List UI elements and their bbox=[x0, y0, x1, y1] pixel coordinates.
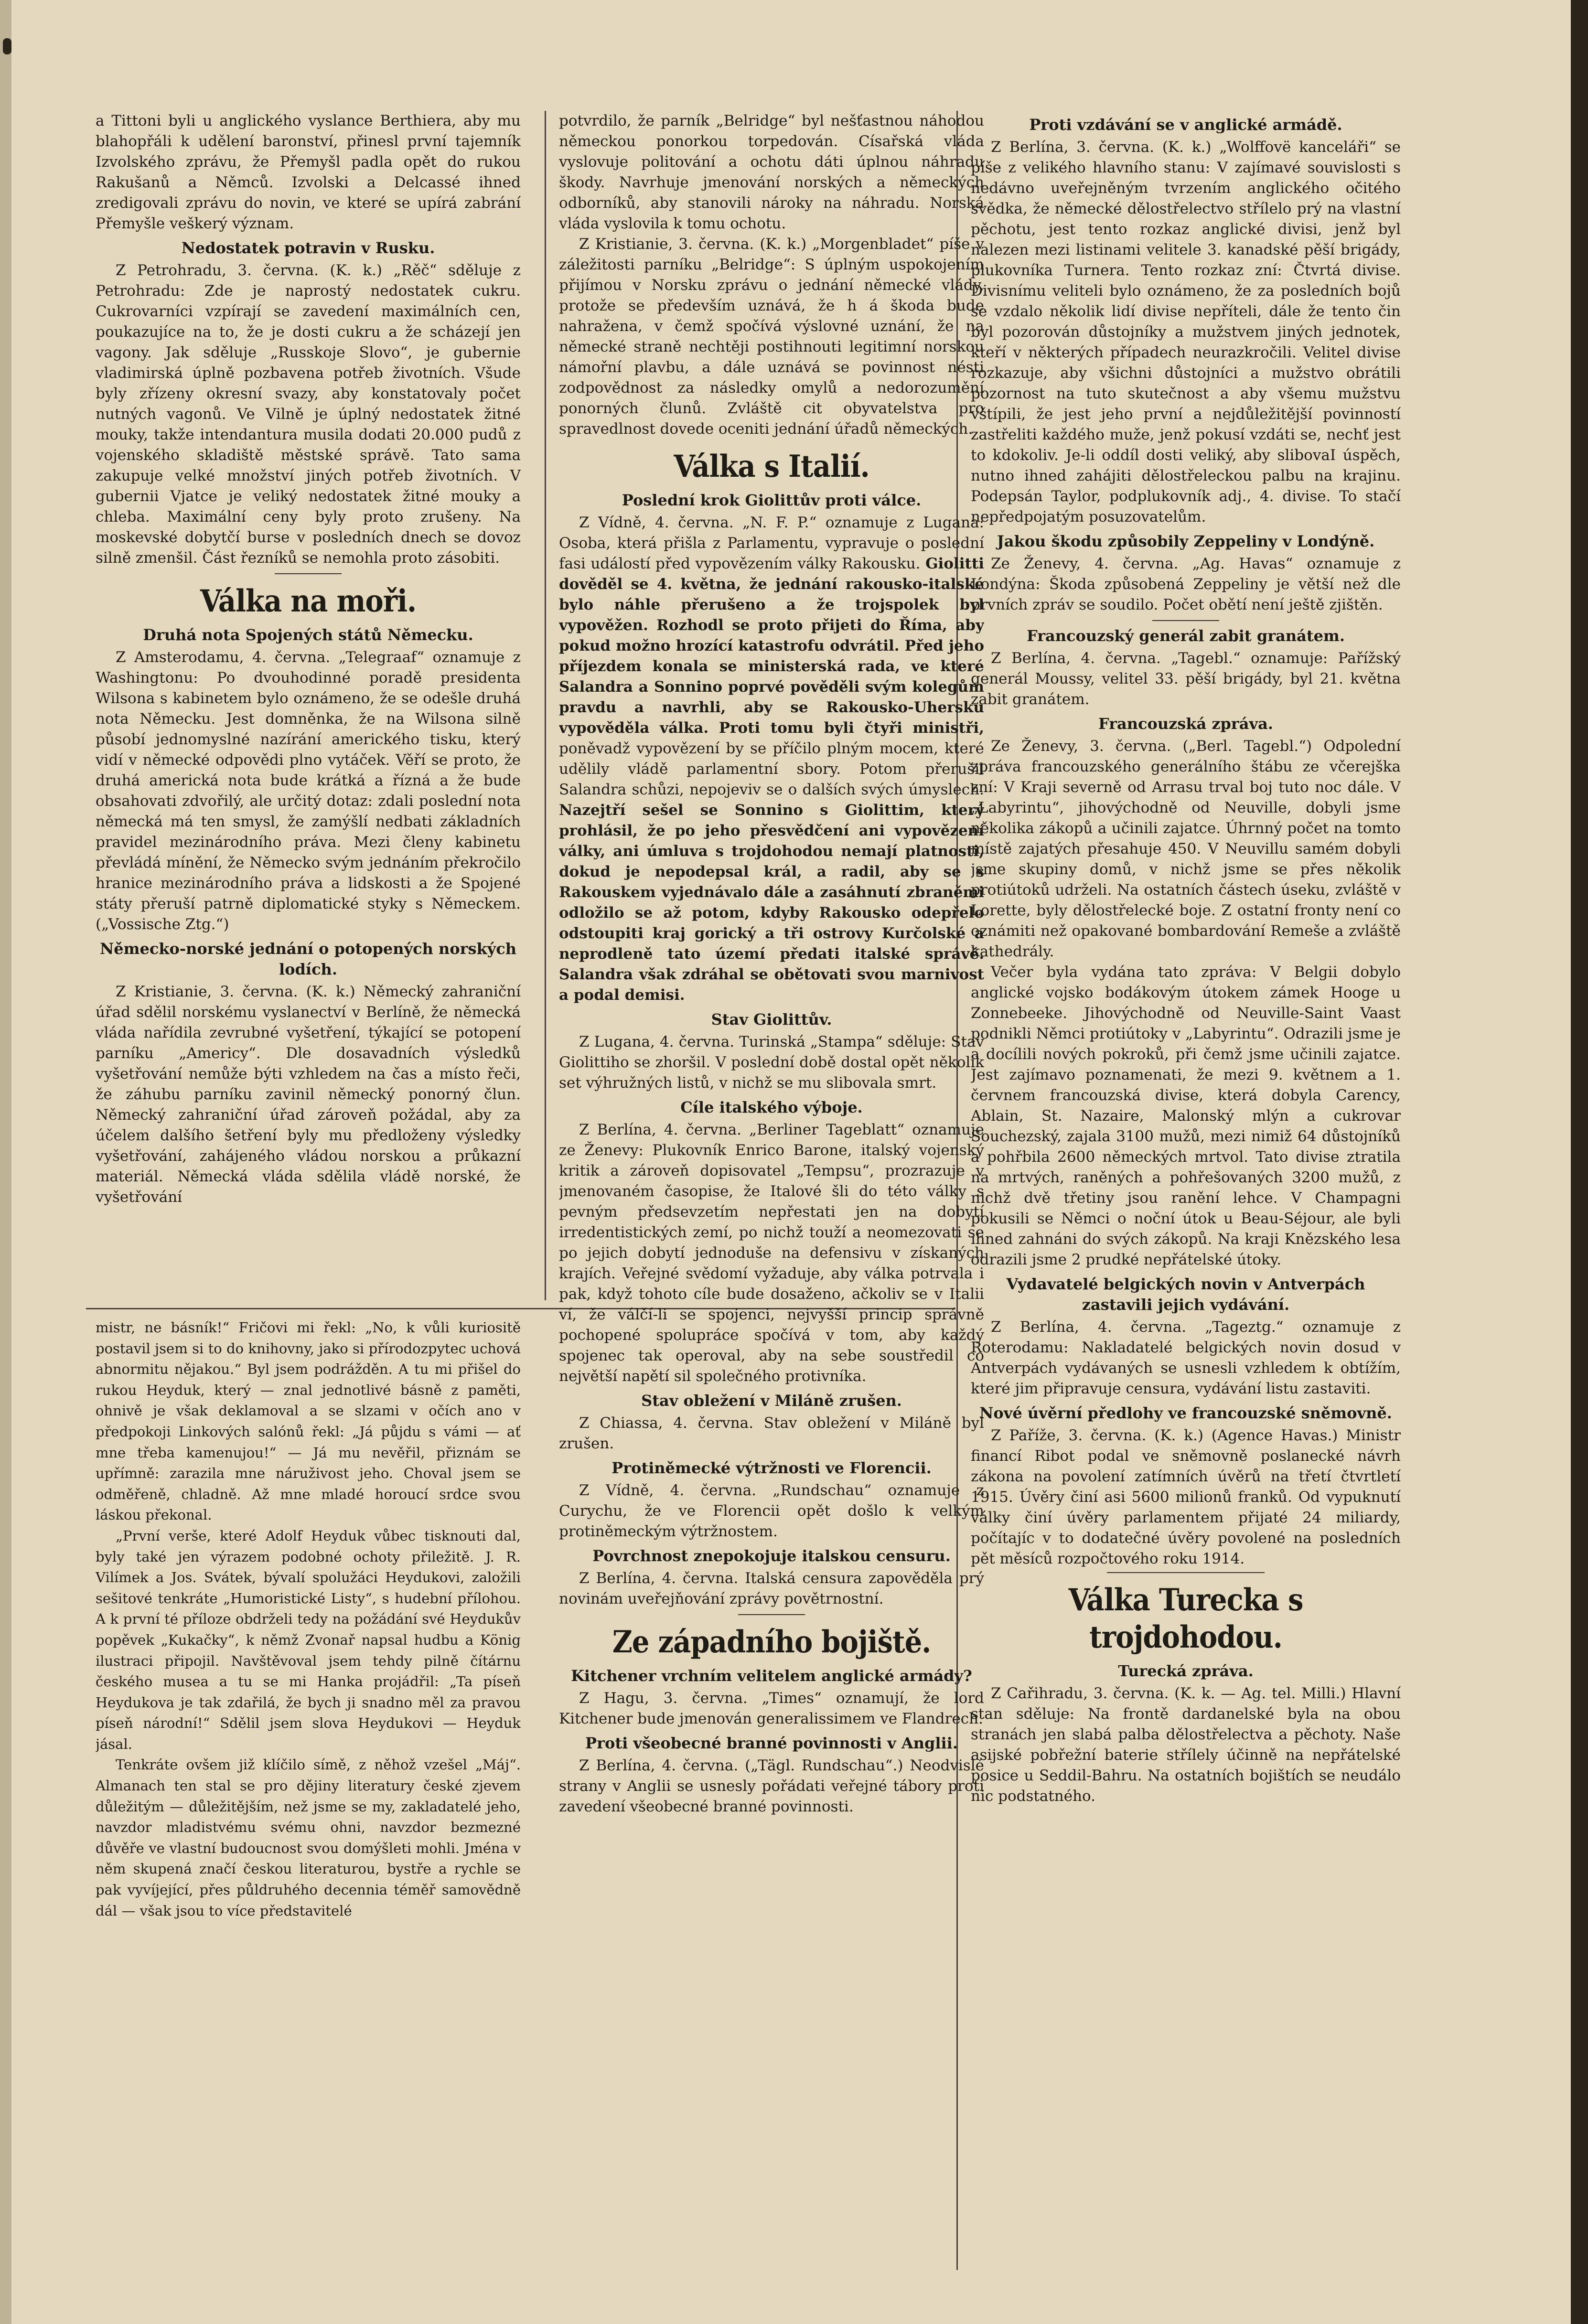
article-heading: Jakou škodu způsobily Zeppeliny v Londýně. bbox=[997, 532, 1375, 550]
article-heading: Francouzská zpráva. bbox=[1098, 715, 1273, 733]
article-text: Z Berlína, 3. června. (K. k.) „Wolffovë kanceláři“ se píše z velikého hlavního stanu: V zajímavé souvislosti s nedávno uveřejněným tvrzením anglického očitého svědka, že německé dělostřelectvo střílelo prý na vlastní pěchotu, jest tento rozkaz anglické divisi, jenž byl nalezen mezi listinami velitele 3. kanadské pěší brigády, plukovníka Turnera. Tento rozkaz zní: Čtvrtá divise. Divisnímu veliteli bylo oznámeno, že za posledních bojů se vzdalo několik lidí divise nepříteli, dále že tento čin byl pozorován důstojníky a mužstvem jiných jednotek, kteří v některých případech neurazkročili. Velitel divise rozkazuje, aby všichni důstojníci a mužstvo obrátili pozornost na tuto skutečnost a aby všemu mužstvu vštípili, že jest jeho první a nejdůležitější povinností zastřeliti každého muže, jenž pokusí vzdáti se, nechť jest to kdokoliv. Je-li oddíl dosti veliký, aby slibovaI úspěch, nutno ihned zahájiti dělostřeleckou palbu na krajinu. Podepsán Taylor, podplukovník adj., 4. divise. To stačí nepředpojatým posuzovatelům. bbox=[971, 139, 1401, 525]
article-text: Z Berlína, 4. června. „Tagebl.“ oznamuje: Pařížský generál Moussy, velitel 33. pěší brigády, byl 21. května zabit granátem. bbox=[971, 650, 1401, 708]
binding-hole bbox=[3, 38, 11, 54]
article-text: Z Berlína, 4. června. („Tägl. Rundschau“.) Neodvislé strany v Anglii se usnesly pořádati veřejné tábory proti zavedení všeobecné branné povinnosti. bbox=[559, 1757, 984, 1815]
article-text: Ze Ženevy, 4. června. „Ag. Havas“ oznamuje z Londýna: Škoda způsobená Zeppeliny je větší než dle prvních zpráv se soudilo. Počet obětí není ještě zjištěn. bbox=[971, 555, 1401, 613]
article-heading: Proti všeobecné branné povinnosti v Anglii. bbox=[585, 1734, 958, 1752]
article-text: Z Berlína, 4. června. „Tageztg.“ oznamuje z Roterodamu: Nakladatelé belgických novin dosud v Antverpách vydávaných se usnesli vzhledem k obtížím, které jim připravuje censura, vydávání listu zastaviti. bbox=[971, 1318, 1401, 1397]
feuilleton-text: „První verše, které Adolf Heyduk vůbec tisknouti dal, byly také jen výrazem podobné ochoty přiležitě. J. R. Vilímek a Jos. Svátek, bývalí spolužáci Heydukovi, založili sešitové tenkráte „Humoristické Listy“, s hudební přílohou. A k první té příloze obdrželi tedy na požádání své Heydukův popěvek „Kukačky“, k němž Zvonař napsal hudbu a König ilustraci připojil. Navštěvoval jsem tehdy pilně čítárnu českého musea a tu se mi Hanka projádřil: „Ta píseň Heydukova je tak zdařilá, že bych ji snadno měl za pravou píseň národní!“ Sdělil jsem slova Heydukovi — Heyduk jásal. bbox=[96, 1527, 521, 1752]
article-text: Z Vídně, 4. června. „Rundschau“ oznamuje z Curychu, že ve Florencii opět došlo k velkým protiněmeckým výtržnostem. bbox=[559, 1482, 984, 1540]
column-3 bbox=[971, 111, 1401, 2280]
article-text: Z Chiassa, 4. června. Stav obležení v Miláně byl zrušen. bbox=[559, 1414, 984, 1452]
article-heading: Nové úvěrní předlohy ve francouzské sněmovně. bbox=[979, 1404, 1392, 1422]
article-text-bold: Giolitti dověděl se 4. května, že jednání rakousko-italské bylo náhle přerušeno a že trojspolek byl vypověžen. Rozhodl se proto přijeti do Říma, aby pokud možno hrozící katastrofu odvrátil. Před jeho příjezdem konala se ministerská rada, ve které Salandra a Sonnino poprvé pověděli svým kolegům pravdu a navrhli, aby se Rakousko-Uhersku vypověděla válka. Proti tomu byli čtyři ministři, bbox=[559, 555, 984, 737]
article-heading: Stav Giolittův. bbox=[711, 1010, 832, 1028]
article-text-bold: Nazejtří sešel se Sonnino s Giolittim, který prohlásil, že po jeho přesvědčení ani vypovězení války, ani úmluva s trojdohodou nemají platnosti, dokud je nepodepsal král, a radil, aby se s Rakouskem vyjednávalo dále a zasáhnutí zbraněmi odložilo se až potom, kdyby Rakousko odepřelo odstoupiti kraj gorický a tři ostrovy Kurčolské a neprodleně tato území předati italské správě. Salandra však zdráhal se obětovati svou marnivost a podal demisi. bbox=[559, 802, 984, 1004]
article-heading: Stav obležení v Miláně zrušen. bbox=[641, 1392, 902, 1410]
article-heading: Turecká zpráva. bbox=[1118, 1662, 1254, 1680]
section-title: Válka na moři. bbox=[200, 583, 417, 619]
article-text: Z Hagu, 3. června. „Times“ oznamují, že lord Kitchener bude jmenován generalissimem ve Flandrech. bbox=[559, 1690, 984, 1727]
column-rule-1 bbox=[545, 111, 546, 1300]
article-text: Večer byla vydána tato zpráva: V Belgii dobylo anglické vojsko bodákovým útokem zámek Hooge u Zonnebeeke. Jihovýchodně od Neuville-Saint Vaast podnikli Němci protiútoky v „Labyrintu“. Odrazili jsme je a docílili nových pokroků, při čemž jsme učinili zajatce. Jest zajímavo poznamenati, že mezi 9. květnem a 1. červnem francouzská divise, která dobyla Carency, Ablain, St. Nazaire, Malonský mlýn a cukrovar Souchezský, zajala 3100 mužů, mezi nimiž 64 důstojníků a pohřbila 2600 německých mrtvol. Tato divise ztratila na mrtvých, raněných a pohřešovaných 3200 mužů, z nichž dvě třetiny jsou ranění lehce. V Champagni pokusili se Němci o noční útok u Beau-Séjour, ale byli ihned zahnáni do svých zákopů. Na kraji Knězského lesa odrazili jsme 2 prudké nepřátelské útoky. bbox=[971, 964, 1401, 1268]
article-heading: Cíle italského výboje. bbox=[680, 1098, 863, 1116]
article-text: Z Petrohradu, 3. června. (K. k.) „Rěč“ sděluje z Petrohradu: Zde je naprostý nedostatek cukru. Cukrovarníci vzpírají se zavedení maximálních cen, poukazujíce na to, že je dosti cukru a že scházejí jen vagony. Jak sděluje „Russkoje Slovo“, je gubernie vladimirská úplně pozbavena potřeb životních. Všude byly zřízeny okresní svazy, aby konstatovaly počet nutných vagonů. Ve Vilně je úplný nedostatek žitné mouky, takže intendantura musila dodati 20.000 pudů z vojenského skladiště městské správě. Tato sama zakupuje velké množství jiných potřeb životních. V gubernii Vjatce je veliký nedostatek žitné mouky a chleba. Maximální ceny byly proto zrušeny. Na moskevské dobytčí burse v posledních dnech se dovoz silně zmenšil. Část řezníků se nemohla proto zásobiti. bbox=[96, 262, 521, 567]
article-heading: Druhá nota Spojených států Německu. bbox=[143, 626, 473, 644]
article-text-span: Z Vídně, 4. června. „N. F. P.“ oznamuje z Lugana: Osoba, která přišla z Parlamentu, vypravuje o poslední fasi událostí před vypovězením války Rakousku. bbox=[559, 514, 984, 572]
column-1 bbox=[96, 111, 521, 1300]
article-text: Z Kristianie, 3. června. (K. k.) „Morgenbladet“ píše v záležitosti parníku „Belridge“: S úplným uspokojením přijímou v Norsku zprávu o jednání německé vlády, protože se především uznává, že h á škoda bude nahražena, v čemž spočívá výslovné uznání, že na německé straně nechtěji postihnouti legitimní norskou námořní plavbu, a dále uznává se povinnost nésti zodpovědnost za následky omylů a nedorozumění ponorných člunů. Zvláště cit obyvatelstva pro spravedlnost dovede oceniti jednání úřadů německých. bbox=[559, 236, 984, 438]
article-text: Z Amsterodamu, 4. června. „Telegraaf“ oznamuje z Washingtonu: Po dvouhodinné poradě presidenta Wilsona s kabinetem bylo oznámeno, že se odešle druhá nota Německu. Jest domněnka, že na Wilsona silně působí jednomyslné nazírání amerického tisku, který vidí v německé odpovědi plno vytáček. Věří se proto, že druhá americká nota bude krátká a řízná a že bude obsahovati zdvořilý, ale určitý dotaz: zdali poslední nota německá má ten smysl, že zamýšlí nedbati základních pravidel mezinárodního práva. Mezi členy kabinetu převládá mínění, že Německo svým jednáním překročilo hranice mezinárodního práva a lidskosti a že Spojené státy přeruší patrně diplomatické styky s Německem. („Vossische Ztg.“) bbox=[96, 649, 521, 933]
article-text: Z Paříže, 3. června. (K. k.) (Agence Havas.) Ministr financí Ribot podal ve sněmovně poslanecké návrh zákona na povolení zatímních úvěrů na třetí čtvrtletí 1915. Úvěry činí asi 5600 milionů franků. Od vypuknutí války činí úvěry parlamentem přijaté 24 miliardy, počítajíc v to dodatečné úvěry povolené na posledních pět měsíců rozpočtového roku 1914. bbox=[971, 1427, 1401, 1567]
article-heading: Nedostatek potravin v Rusku. bbox=[181, 239, 435, 257]
column-2 bbox=[559, 111, 984, 2275]
article-heading: Povrchnost znepokojuje italskou censuru. bbox=[592, 1547, 951, 1565]
separator bbox=[1152, 620, 1219, 621]
separator bbox=[275, 573, 342, 574]
article-heading: Kitchener vrchním velitelem anglické armády? bbox=[571, 1667, 972, 1685]
feuilleton bbox=[96, 1317, 521, 2263]
article-text: Z Kristianie, 3. června. (K. k.) Německý zahraniční úřad sdělil norskému vyslanectví v Berlíně, že německá vláda nařídila zevrubné vyšetření, týkající se potopení parníku „Americy“. Dle dosavadních výsledků vyšetřování nemůže býti vzhledem na čas a místo řeči, že záhubu parníku zavinil německý ponorný člun. Německý zahraniční úřad zároveň požádal, aby za účelem dalšího šetření byly mu předloženy výsledky vyšetřování, zahájeného vládou norskou a průkazní materiál. Německá vláda sdělila vládě norské, že vyšetřování bbox=[96, 983, 521, 1206]
article-heading: Protiněmecké výtržnosti ve Florencii. bbox=[612, 1459, 932, 1477]
article-text: Z Berlína, 4. června. Italská censura zapověděla prý novinám uveřejňování zprávy povětrnostní. bbox=[559, 1570, 984, 1607]
article-text: Z Cařihradu, 3. června. (K. k. — Ag. tel. Milli.) Hlavní stan sděluje: Na frontě dardanelské byla na obou stranách jen slabá palba dělostřelectva a pěchoty. Naše asijské pobřežní baterie střílely účinně na nepřátelské posice u Seddil-Bahru. Na ostatních bojištích se neudálo nic podstatného. bbox=[971, 1685, 1401, 1805]
article-heading: Poslední krok Giolittův proti válce. bbox=[622, 491, 922, 509]
article-text: Z Berlína, 4. června. „Berliner Tageblatt“ oznamuje ze Ženevy: Plukovník Enrico Barone, italský vojenský kritik a zároveň dopisovatel „Tempsu“, prozrazuje v jmenovaném časopise, že Italové šli do této války s pevným předsevzetím nepřestati jen na dobytí irredentistických zemí, po nichž touží a neomezovati se po jejich dobytí jednoduše na defensivu v získaných krajích. Veřejné svědomí vyžaduje, aby válka potrvala i pak, když tohoto cíle bude dosaženo, ačkoliv se v Italii ví, že válčí-li se spojenci, nejvyšší princip správně pochopené spolupráce spočívá v tom, aby každý spojenec tak operoval, aby na sebe soustředil co největší napětí sil společného protivníka. bbox=[559, 1121, 984, 1385]
article-text: potvrdilo, že parník „Belridge“ byl nešťastnou náhodou německou ponorkou torpedován. Císařská vláda vyslovuje politování a ochotu dáti úplnou náhradu škody. Navrhuje jmenování norských a německých odborníků, aby stanovili nároky na náhradu. Norská vláda vyslovila k tomu ochotu. bbox=[559, 112, 984, 232]
article-text-span: poněvadž vypovězení by se příčilo plným mocem, které udělily vládě parlamentní sbory. Potom přerušil Salandra schůzi, nepojeviv se o dalších svých úmyslech. bbox=[559, 740, 984, 798]
article-heading: Vydavatelé belgických novin v Antverpách zastavili jejich vydávání. bbox=[1006, 1275, 1365, 1314]
page-right-edge bbox=[1571, 0, 1588, 2324]
article-heading: Německo-norské jednání o potopených norských lodích. bbox=[100, 940, 516, 978]
section-title: Válka Turecka s trojdohodou. bbox=[1068, 1582, 1303, 1655]
article-heading: Proti vzdávání se v anglické armádě. bbox=[1029, 116, 1342, 134]
page-left-edge bbox=[0, 0, 11, 2324]
article-text: a Tittoni byli u anglického vyslance Berthiera, aby mu blahopřáli k udělení baronství, přinesl první tajemník Izvolského zprávu, že Přemyšl padla opět do rukou Rakušanů a Němců. Izvolski a Delcassé ihned zredigovali zprávu do novin, ve které se upírá zabrání Přemyšle veškerý význam. bbox=[96, 112, 521, 232]
article-heading: Francouzský generál zabit granátem. bbox=[1027, 627, 1345, 645]
article-text bbox=[559, 513, 984, 1006]
section-title: Válka s Italií. bbox=[674, 449, 869, 484]
separator bbox=[1107, 1572, 1265, 1573]
article-text: Ze Ženevy, 3. června. („Berl. Tagebl.“) Odpolední zpráva francouzského generálního štábu ze včerejška zní: V Kraji severně od Arrasu trval boj tuto noc dále. V „Labyrintu“, jihovýchodně od Neuville, dobyli jsme několika zákopů a učinili zajatce. Úhrnný počet na tomto místě zajatých přesahuje 450. V Neuvillu samém dobyli jsme skupiny domů, v nichž jsme se přes několik protiútoků udrželi. Na ostatních částech úseku, zvláště v Lorette, byly dělostřelecké boje. Z ostatní fronty není co oznámiti než opakované bombardování Remeše a zvláště kathedrály. bbox=[971, 738, 1401, 960]
feuilleton-text: mistr, ne básník!“ Fričovi mi řekl: „No, k vůli kuriositě postavil jsem si to do knihovny, jako si přírodozpytec uchová abnormitu nějakou.“ Byl jsem podrážděn. A tu mi přišel do rukou Heyduk, který — znal jednotlivé básně z paměti, ohnivě je však deklamoval a se slzami v očích ano v předpokoji Linkových salónů řekl: „Já půjdu s vámi — ať mne třeba kamenujou!“ — Já mu nevěřil, přiznám se upřímně: zarazila mne náruživost jeho. Choval jsem se odměřeně, chladně. Až mne mladé horoucí srdce svou láskou překonal. bbox=[96, 1319, 521, 1523]
section-title: Ze západního bojiště. bbox=[612, 1624, 931, 1660]
article-text: Z Lugana, 4. června. Turinská „Stampa“ sděluje: Stav Giolittiho se zhoršil. V poslední době dostal opět několik set výhružných listů, v nichž se mu slibovala smrt. bbox=[559, 1033, 984, 1092]
feuilleton-text: Tenkráte ovšem již klíčilo símě, z něhož vzešel „Máj“. Almanach ten stal se pro dějiny literatury české zjevem důležitým — důležitějším, než jsme se my, zakladatelé jeho, navzdor mladistvému svému ohni, navzdor bezmezné důvěře ve vlastní budoucnost svou domýšleti mohli. Jména v něm skupená značí českou literaturou, bystře a rychle se pak vyvíjející, přes půldruhého decennia téměř samovědně dál — však jsou to více představitelé bbox=[96, 1756, 521, 1919]
separator bbox=[738, 1614, 805, 1615]
